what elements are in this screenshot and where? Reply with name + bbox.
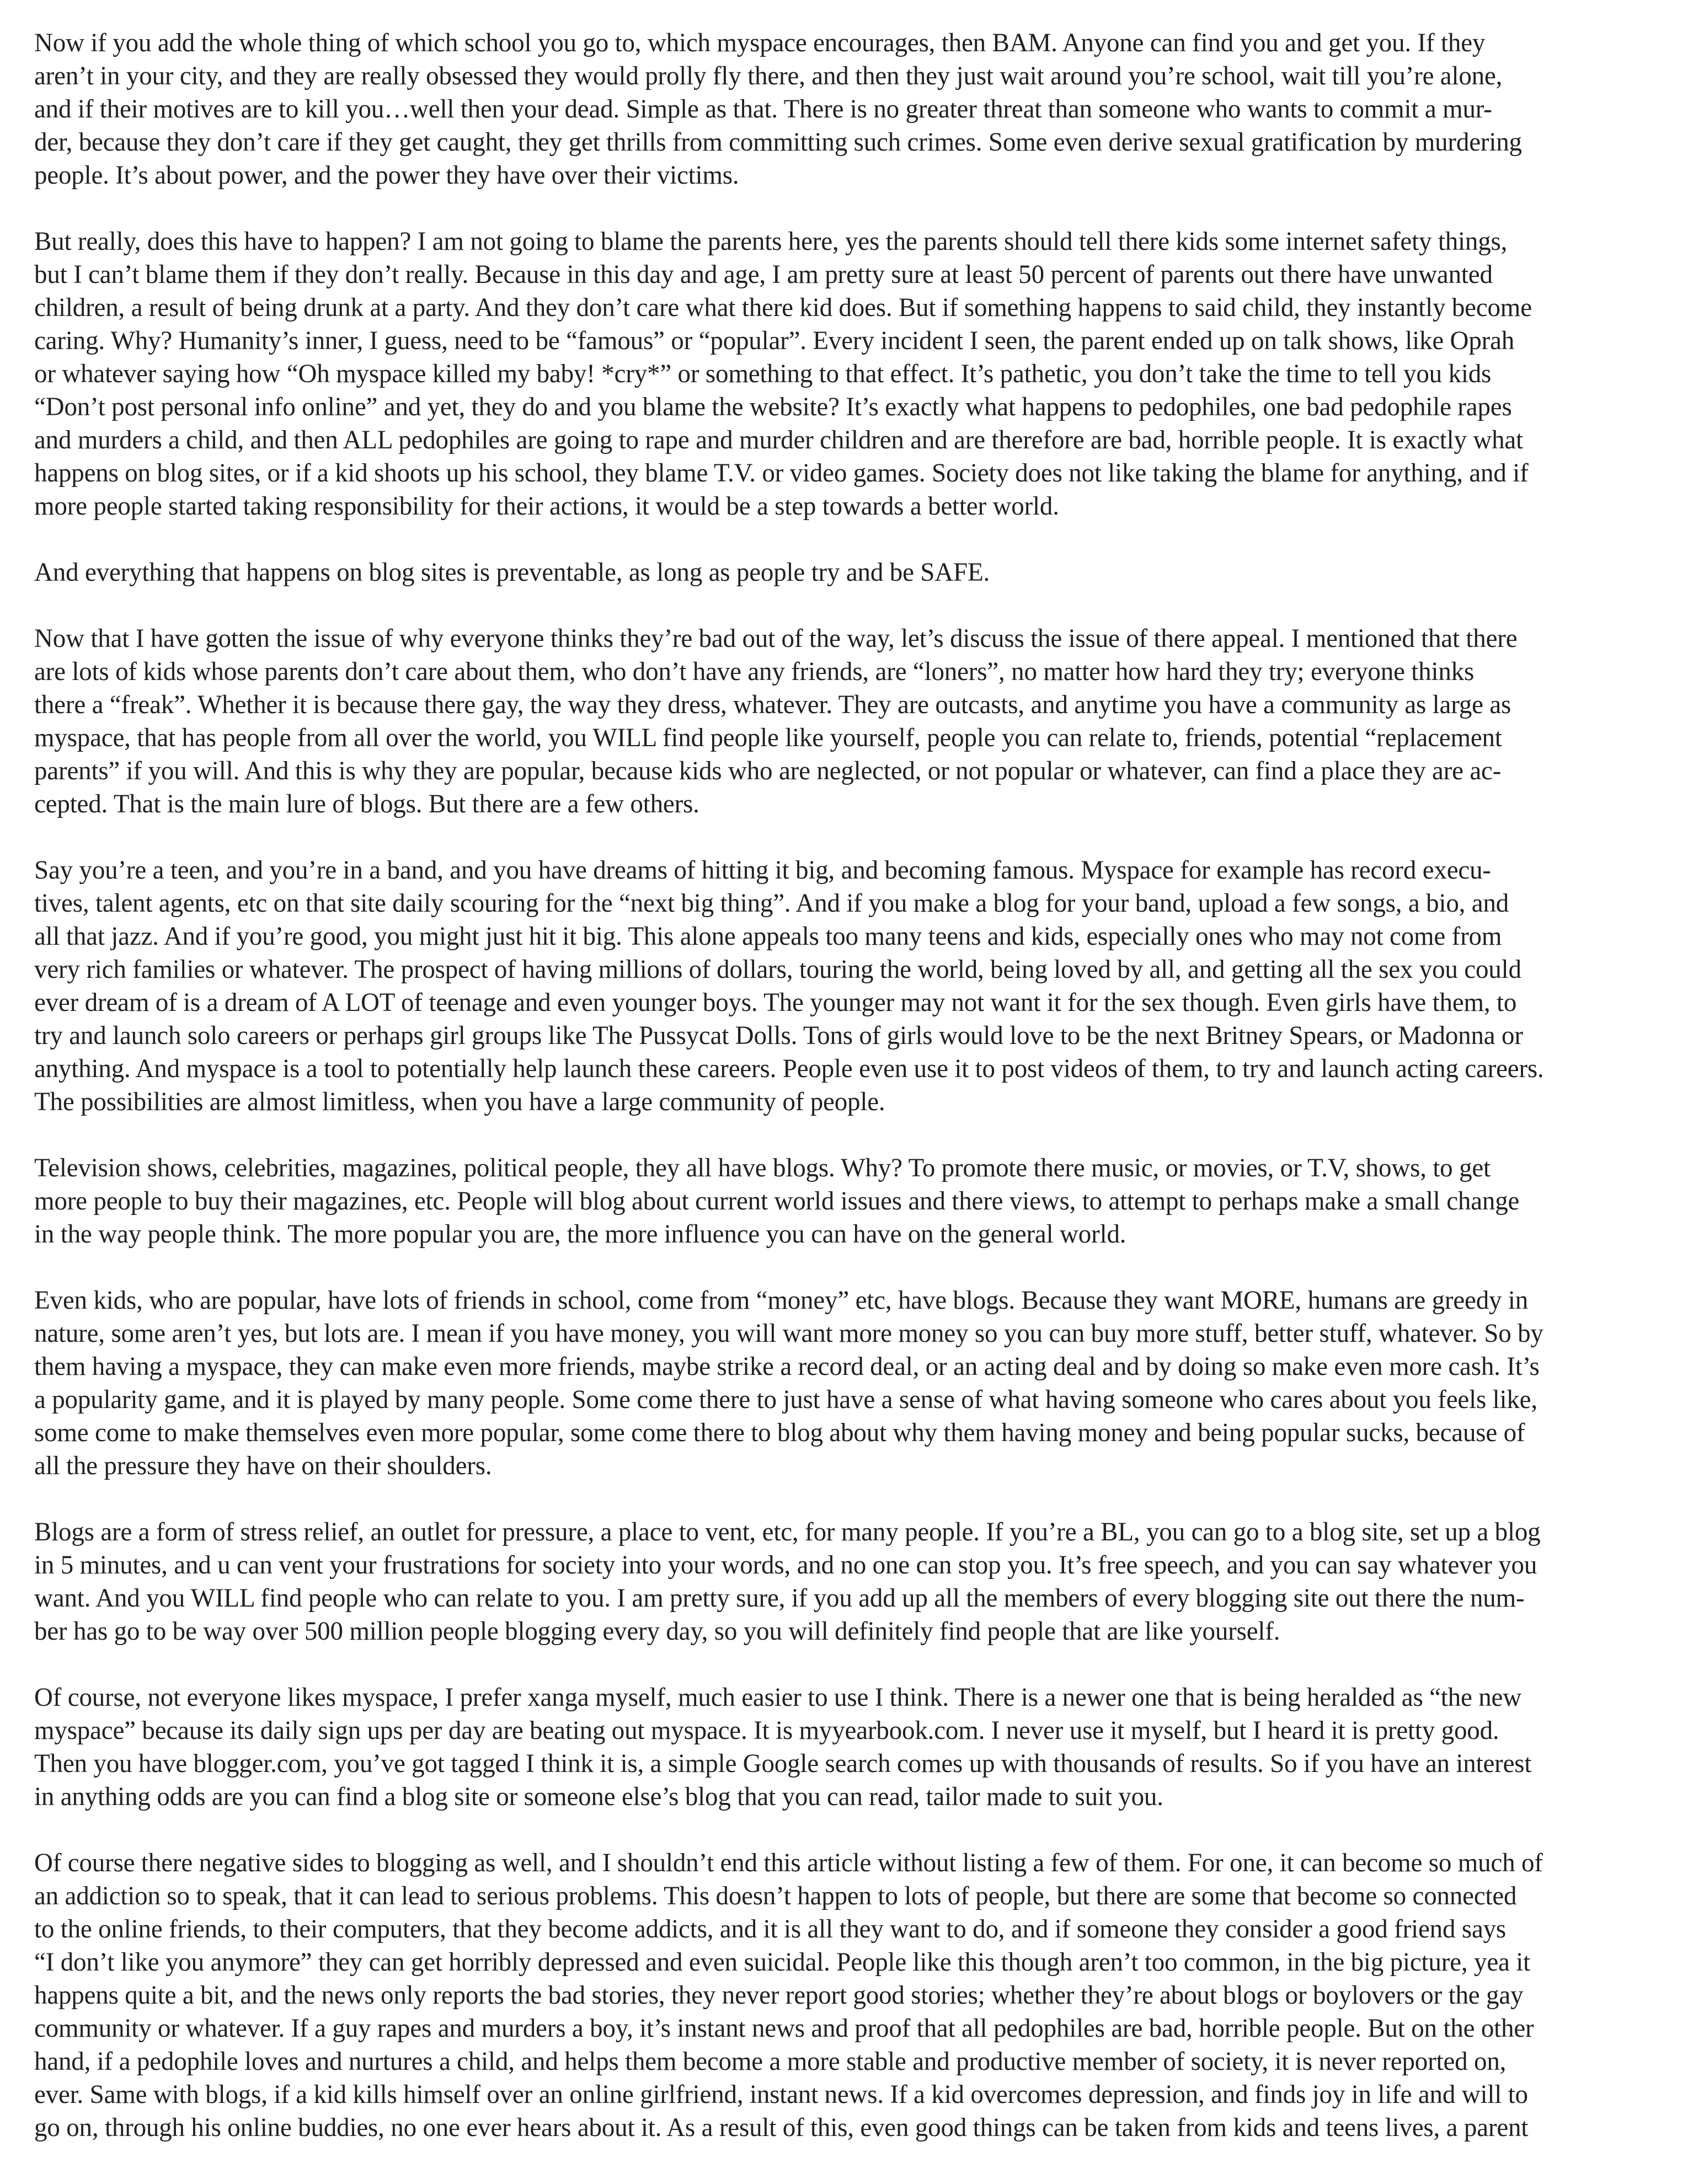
text-line: tives, talent agents, etc on that site daily scouring for the “next big thing”. And if you make a blog for your band, upload a few songs, a bio, and: [34, 888, 1509, 918]
paragraph: [34, 26, 1667, 192]
text-line: “Don’t post personal info online” and yet, they do and you blame the website? It’s exactly what happens to pedophiles, one bad pedophile rapes: [34, 392, 1512, 421]
text-line: Say you’re a teen, and you’re in a band, and you have dreams of hitting it big, and becoming famous. Myspace for example has record execu-: [34, 855, 1491, 885]
text-line: Then you have blogger.com, you’ve got tagged I think it is, a simple Google search comes up with thousands of results. So if you have an interest: [34, 1749, 1532, 1778]
text-line: an addiction so to speak, that it can lead to serious problems. This doesn’t happen to lots of people, but there are some that become so connected: [34, 1881, 1517, 1910]
text-line: all the pressure they have on their shoulders.: [34, 1451, 492, 1480]
text-line: “I don’t like you anymore” they can get horribly depressed and even suicidal. People like this though aren’t too common, in the big picture, yea it: [34, 1947, 1530, 1977]
text-line: myspace” because its daily sign ups per day are beating out myspace. It is myyearbook.com. I never use it myself, but I heard it is pretty good.: [34, 1716, 1499, 1745]
text-line: Even kids, who are popular, have lots of friends in school, come from “money” etc, have blogs. Because they want MORE, humans are greedy in: [34, 1286, 1529, 1315]
text-line: children, a result of being drunk at a party. And they don’t care what there kid does. But if something happens to said child, they instantly become: [34, 293, 1532, 322]
text-line: caring. Why? Humanity’s inner, I guess, need to be “famous” or “popular”. Every incident I seen, the parent ended up on talk shows, like Oprah: [34, 326, 1515, 355]
text-line: want. And you WILL find people who can relate to you. I am pretty sure, if you add up all the members of every blogging site out there the num-: [34, 1583, 1525, 1613]
text-line: community or whatever. If a guy rapes and murders a boy, it’s instant news and proof that all pedophiles are bad, horrible people. But on the other: [34, 2014, 1534, 2043]
text-line: them having a myspace, they can make even more friends, maybe strike a record deal, or an acting deal and by doing so make even more cash. It’s: [34, 1352, 1540, 1381]
paragraph: [34, 1152, 1667, 1251]
text-line: aren’t in your city, and they are really obsessed they would prolly fly there, and then they just wait around you’re school, wait till you’re alone,: [34, 61, 1503, 90]
text-line: and murders a child, and then ALL pedophiles are going to rape and murder children and are therefore are bad, horrible people. It is exactly what: [34, 425, 1523, 454]
paragraph: [34, 1516, 1667, 1648]
text-line: happens on blog sites, or if a kid shoots up his school, they blame T.V. or video games. Society does not like taking the blame for anything, and if: [34, 458, 1529, 488]
text-line: Of course, not everyone likes myspace, I prefer xanga myself, much easier to use I think. There is a newer one that is being heralded as “the new: [34, 1683, 1522, 1712]
text-line: Now if you add the whole thing of which school you go to, which myspace encourages, then BAM. Anyone can find you and get you. If they: [34, 28, 1486, 57]
paragraph: [34, 622, 1667, 821]
text-line: in 5 minutes, and u can vent your frustrations for society into your words, and no one can stop you. It’s free speech, and you can say whatever you: [34, 1550, 1537, 1580]
paragraph: [34, 556, 1667, 589]
text-line: happens quite a bit, and the news only reports the bad stories, they never report good stories; whether they’re about blogs or boylovers or the gay: [34, 1980, 1524, 2010]
text-line: anything. And myspace is a tool to potentially help launch these careers. People even use it to post videos of them, to try and launch acting careers.: [34, 1054, 1544, 1083]
text-line: and if their motives are to kill you…well then your dead. Simple as that. There is no greater threat than someone who wants to commit a mur-: [34, 94, 1492, 124]
paragraph: [34, 1681, 1667, 1813]
text-line: more people to buy their magazines, etc. People will blog about current world issues and there views, to attempt to perhaps make a small change: [34, 1186, 1520, 1216]
text-line: people. It’s about power, and the power they have over their victims.: [34, 160, 739, 190]
text-line: ever. Same with blogs, if a kid kills himself over an online girlfriend, instant news. If a kid overcomes depression, and finds joy in life and will to: [34, 2080, 1528, 2109]
text-line: And everything that happens on blog sites is preventable, as long as people try and be SAFE.: [34, 558, 990, 587]
paragraph: [34, 854, 1667, 1118]
text-line: cepted. That is the main lure of blogs. But there are a few others.: [34, 789, 699, 818]
text-line: are lots of kids whose parents don’t care about them, who don’t have any friends, are “loners”, no matter how hard they try; everyone thinks: [34, 657, 1475, 686]
text-line: in anything odds are you can find a blog site or someone else’s blog that you can read, tailor made to suit you.: [34, 1782, 1163, 1811]
text-line: a popularity game, and it is played by many people. Some come there to just have a sense of what having someone who cares about you feels like,: [34, 1385, 1537, 1414]
text-line: or whatever saying how “Oh myspace killed my baby! *cry*” or something to that effect. It’s pathetic, you don’t take the time to tell you kids: [34, 359, 1492, 388]
text-line: But really, does this have to happen? I am not going to blame the parents here, yes the parents should tell there kids some internet safety things,: [34, 227, 1508, 256]
text-line: der, because they don’t care if they get caught, they get thrills from committing such crimes. Some even derive sexual gratification by murdering: [34, 127, 1522, 157]
text-line: to the online friends, to their computers, that they become addicts, and it is all they want to do, and if someone they consider a good friend says: [34, 1914, 1507, 1944]
text-line: more people started taking responsibility for their actions, it would be a step towards a better world.: [34, 491, 1059, 521]
document-page: [34, 26, 1667, 2177]
text-line: Television shows, celebrities, magazines, political people, they all have blogs. Why? To promote there music, or movies, or T.V, shows, to get: [34, 1153, 1491, 1182]
text-line: there a “freak”. Whether it is because there gay, the way they dress, whatever. They are outcasts, and anytime you have a community as large as: [34, 690, 1511, 719]
paragraph: [34, 1846, 1667, 2144]
text-line: Now that I have gotten the issue of why everyone thinks they’re bad out of the way, let’s discuss the issue of there appeal. I mentioned that there: [34, 624, 1518, 653]
text-line: ever dream of is a dream of A LOT of teenage and even younger boys. The younger may not want it for the sex though. Even girls have them, to: [34, 988, 1517, 1017]
text-line: hand, if a pedophile loves and nurtures a child, and helps them become a more stable and productive member of society, it is never reported on,: [34, 2047, 1507, 2076]
text-line: try and launch solo careers or perhaps girl groups like The Pussycat Dolls. Tons of girls would love to be the next Britney Spears, or Madonna or: [34, 1021, 1523, 1050]
text-line: but I can’t blame them if they don’t really. Because in this day and age, I am pretty sure at least 50 percent of parents out there have unwanted: [34, 260, 1493, 289]
text-line: very rich families or whatever. The prospect of having millions of dollars, touring the world, being loved by all, and getting all the sex you could: [34, 955, 1521, 984]
text-line: all that jazz. And if you’re good, you might just hit it big. This alone appeals too many teens and kids, especially ones who may not come from: [34, 922, 1502, 951]
text-line: ber has go to be way over 500 million people blogging every day, so you will definitely find people that are like yourself.: [34, 1616, 1280, 1646]
text-line: The possibilities are almost limitless, when you have a large community of people.: [34, 1087, 885, 1116]
text-line: parents” if you will. And this is why they are popular, because kids who are neglected, or not popular or whatever, can find a place they are ac-: [34, 756, 1502, 785]
paragraph: [34, 225, 1667, 523]
text-line: go on, through his online buddies, no one ever hears about it. As a result of this, even good things can be taken from kids and teens lives, a parent: [34, 2113, 1529, 2142]
paragraph: [34, 1284, 1667, 1482]
text-line: some come to make themselves even more popular, some come there to blog about why them having money and being popular sucks, because of: [34, 1418, 1525, 1447]
text-line: Blogs are a form of stress relief, an outlet for pressure, a place to vent, etc, for many people. If you’re a BL, you can go to a blog site, set up a blog: [34, 1517, 1541, 1546]
text-line: myspace, that has people from all over the world, you WILL find people like yourself, people you can relate to, friends, potential “replacement: [34, 723, 1502, 752]
text-line: nature, some aren’t yes, but lots are. I mean if you have money, you will want more money so you can buy more stuff, better stuff, whatever. So by: [34, 1319, 1543, 1348]
text-line: Of course there negative sides to blogging as well, and I shouldn’t end this article without listing a few of them. For one, it can become so much of: [34, 1848, 1543, 1877]
text-line: in the way people think. The more popular you are, the more influence you can have on the general world.: [34, 1219, 1126, 1249]
